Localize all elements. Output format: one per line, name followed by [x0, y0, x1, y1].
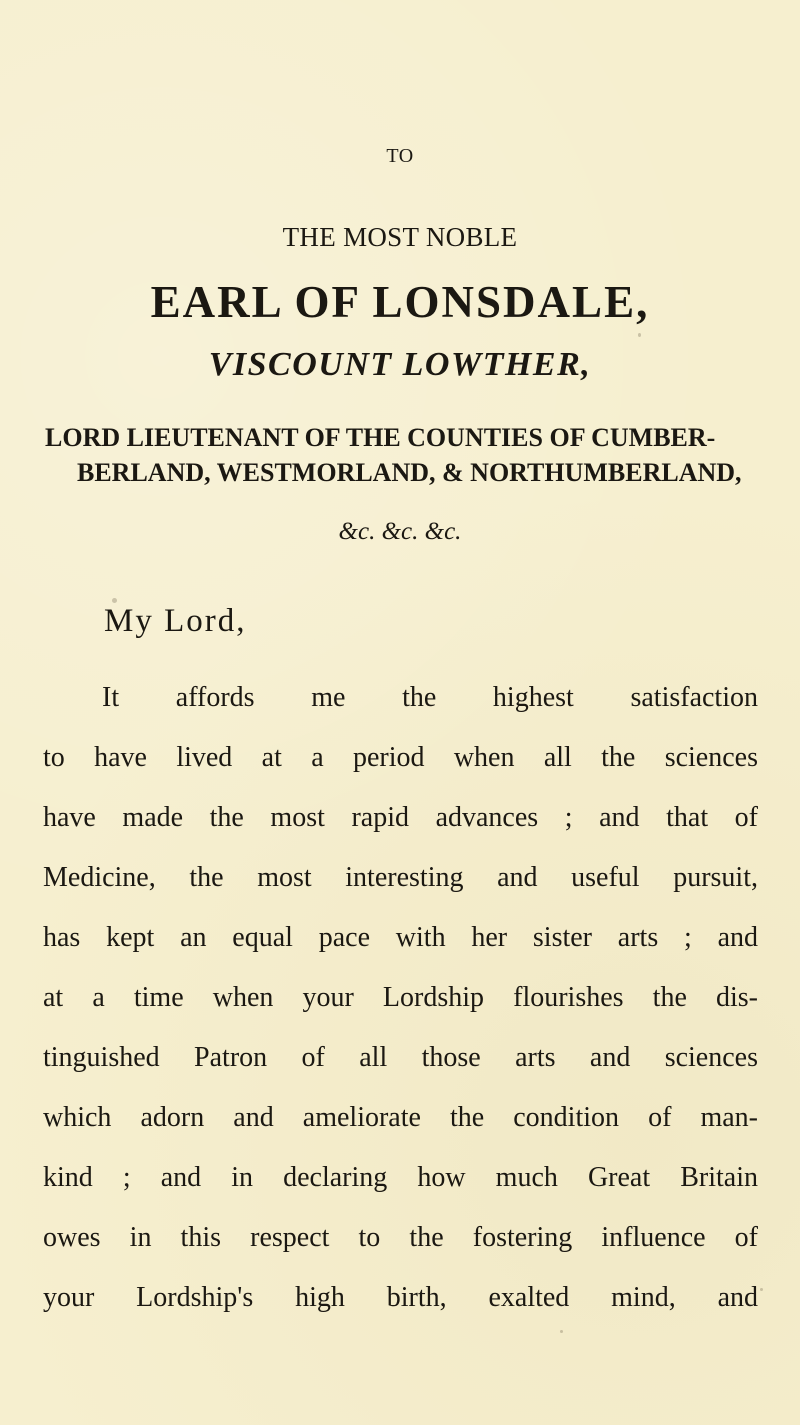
dedication-viscount-title: VISCOUNT LOWTHER,	[208, 346, 592, 383]
paper-speck	[560, 1330, 563, 1333]
dedication-to: TO	[386, 145, 414, 167]
paper-speck	[112, 598, 117, 603]
letter-line: your Lordship's high birth, exalted mind, and	[43, 1282, 758, 1313]
letter-line: has kept an equal pace with her sister arts ; and	[43, 922, 758, 953]
paper-speck	[638, 333, 641, 337]
dedication-etc: &c. &c. &c.	[338, 518, 462, 545]
titles-line-2: BERLAND, WESTMORLAND, & NORTHUMBERLAND,	[77, 458, 742, 488]
letter-line: It affords me the highest satisfaction	[102, 682, 758, 713]
paper-speck	[760, 1288, 763, 1291]
letter-line: which adorn and ameliorate the condition of man-	[43, 1102, 758, 1133]
titles-line-1: LORD LIEUTENANT OF THE COUNTIES OF CUMBER-	[45, 423, 716, 452]
letter-body	[43, 668, 758, 1328]
letter-line: have made the most rapid advances ; and that of	[43, 802, 758, 833]
dedication-the-most-noble: THE MOST NOBLE	[282, 222, 518, 252]
letter-line: to have lived at a period when all the sciences	[43, 742, 758, 773]
dedication-lord-lieutenant	[45, 420, 765, 490]
letter-line: tinguished Patron of all those arts and sciences	[43, 1042, 758, 1073]
dedication-earl-title: EARL OF LONSDALE,	[150, 277, 650, 327]
letter-line: at a time when your Lordship flourishes the dis-	[43, 982, 758, 1013]
letter-line: kind ; and in declaring how much Great Britain	[43, 1162, 758, 1193]
letter-line: Medicine, the most interesting and useful pursuit,	[43, 862, 758, 893]
letter-salutation: My Lord,	[104, 603, 247, 639]
letter-line: owes in this respect to the fostering influence of	[43, 1222, 758, 1253]
